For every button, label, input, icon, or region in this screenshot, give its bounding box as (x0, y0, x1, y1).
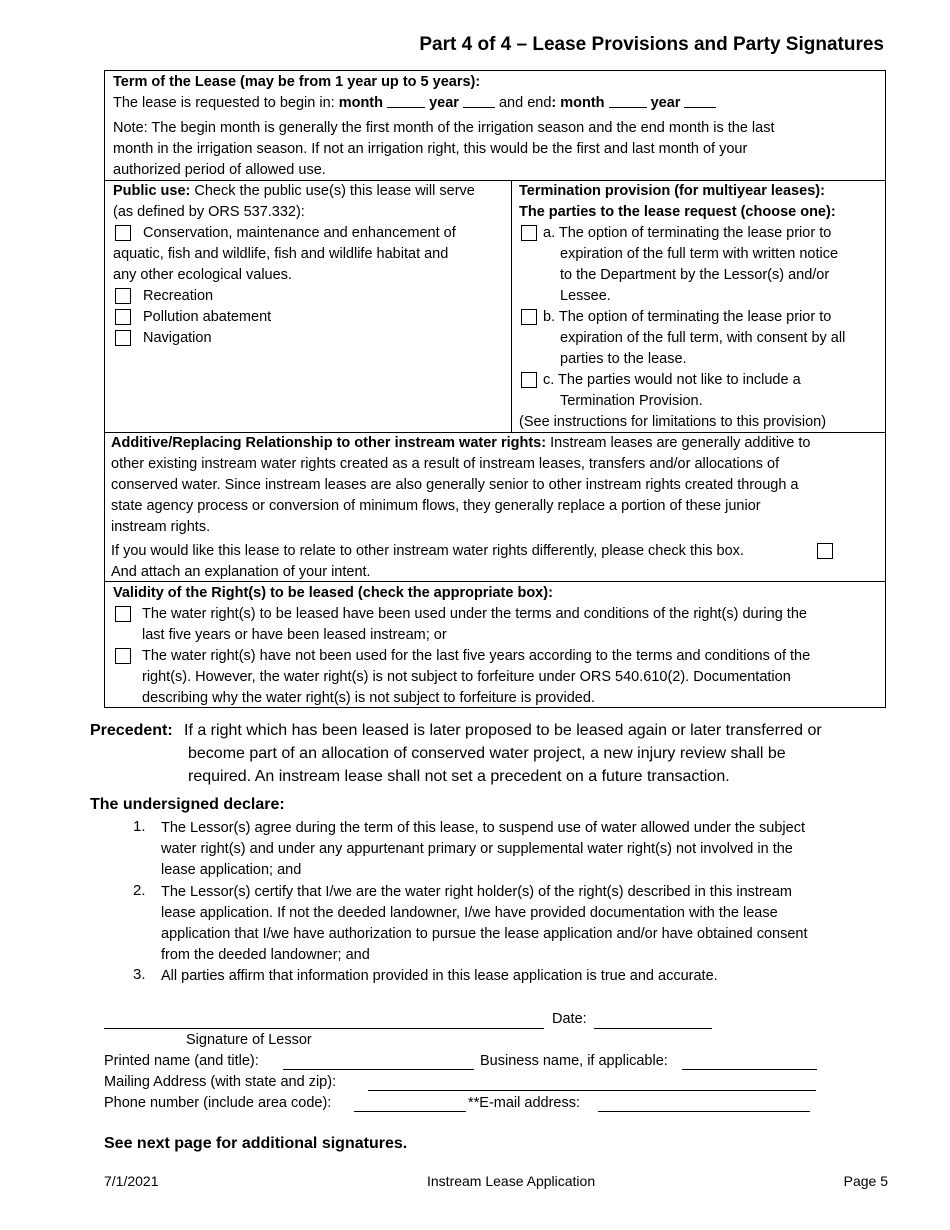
lessor-signature-field[interactable] (104, 1014, 544, 1029)
public-use-intro (113, 181, 475, 202)
declare-item-line: application that I/we have authorization to pursue the lease application and/or have obtained consent (161, 926, 808, 942)
termination-option-a-checkbox[interactable] (521, 225, 537, 241)
termination-option-a-label: Lessee. (560, 288, 611, 304)
mailing-address-field[interactable] (368, 1076, 816, 1091)
validity-not-used-label: right(s). However, the water right(s) is not subject to forfeiture under ORS 540.610(2). Documentation (142, 669, 791, 685)
termination-footnote: (See instructions for limitations to this provision) (519, 414, 827, 430)
declare-item-number: 2. (133, 882, 146, 899)
email-field[interactable] (598, 1097, 810, 1112)
begin-year-field[interactable] (463, 93, 495, 108)
validity-not-used-checkbox[interactable] (115, 648, 131, 664)
additive-different-checkbox[interactable] (817, 543, 833, 559)
column-divider (511, 181, 512, 433)
next-page-note: See next page for additional signatures. (104, 1135, 408, 1152)
termination-subtitle: The parties to the lease request (choose one): (519, 204, 836, 220)
business-name-label: Business name, if applicable: (480, 1053, 668, 1069)
pollution-checkbox[interactable] (115, 309, 131, 325)
validity-used-label: The water right(s) to be leased have been used under the terms and conditions of the right(s) during the (142, 606, 807, 622)
precedent-text-line: If a right which has been leased is later proposed to be leased again or later transferred or (184, 722, 822, 739)
termination-option-a-label: to the Department by the Lessor(s) and/or (560, 267, 830, 283)
termination-option-c-label: Termination Provision. (560, 393, 703, 409)
declare-title: The undersigned declare: (90, 796, 285, 813)
pollution-label: Pollution abatement (143, 309, 272, 325)
additive-text-line: other existing instream water rights created as a result of instream leases, transfers and/or allocations of (111, 456, 780, 472)
conservation-checkbox[interactable] (115, 225, 131, 241)
end-text: and end (498, 95, 552, 111)
precedent-text-line: required. An instream lease shall not set a precedent on a future transaction. (188, 768, 730, 785)
begin-month-field[interactable] (387, 93, 425, 108)
additive-title: Additive/Replacing Relationship to other instream water rights: (111, 435, 547, 451)
termination-option-a-label: a. The option of terminating the lease prior to (543, 225, 832, 241)
declare-item-line: lease application. If not the deeded landowner, I/we have provided documentation with the lease (161, 905, 778, 921)
end-year-field[interactable] (684, 93, 716, 108)
footer-title: Instream Lease Application (427, 1173, 596, 1189)
additive-text-line: instream rights. (111, 519, 211, 535)
lease-provisions-table (104, 70, 886, 708)
begin-year-label: year (429, 95, 459, 111)
conservation-label: any other ecological values. (113, 267, 292, 283)
validity-used-label: last five years or have been leased instream; or (142, 627, 447, 643)
validity-not-used-label: describing why the water right(s) is not subject to forfeiture is provided. (142, 690, 595, 706)
end-month-label: : month (551, 95, 605, 111)
declare-item-line: All parties affirm that information provided in this lease application is true and accurate. (161, 968, 718, 984)
validity-title: Validity of the Right(s) to be leased (check the appropriate box): (113, 585, 553, 601)
termination-option-a-label: expiration of the full term with written notice (560, 246, 839, 262)
declare-item-line: The Lessor(s) certify that I/we are the water right holder(s) of the right(s) described in this instream (161, 884, 792, 900)
end-year-label: year (650, 95, 681, 111)
validity-not-used-label: The water right(s) have not been used for the last five years according to the terms and conditions of the (142, 648, 811, 664)
termination-option-b-label: expiration of the full term, with consent by all (560, 330, 846, 346)
mailing-address-label: Mailing Address (with state and zip): (104, 1074, 337, 1090)
page-heading: Part 4 of 4 – Lease Provisions and Party Signatures (419, 34, 884, 55)
precedent-label: Precedent: (90, 722, 173, 739)
declare-item-number: 3. (133, 966, 146, 983)
phone-label: Phone number (include area code): (104, 1095, 332, 1111)
begin-month-label: month (338, 95, 383, 111)
termination-option-b-label: b. The option of terminating the lease prior to (543, 309, 832, 325)
declare-item-line: lease application; and (161, 862, 302, 878)
termination-option-c-checkbox[interactable] (521, 372, 537, 388)
termination-option-b-checkbox[interactable] (521, 309, 537, 325)
term-note-line: Note: The begin month is generally the first month of the irrigation season and the end month is the last (113, 120, 775, 136)
printed-name-field[interactable] (283, 1055, 474, 1070)
recreation-label: Recreation (143, 288, 214, 304)
footer-page-number: Page 5 (843, 1173, 888, 1189)
term-title: Term of the Lease (may be from 1 year up to 5 years): (113, 74, 481, 90)
date-field[interactable] (594, 1014, 712, 1029)
termination-option-b-label: parties to the lease. (560, 351, 687, 367)
date-label: Date: (552, 1011, 587, 1027)
public-use-intro-rest: Check the public use(s) this lease will serve (190, 183, 475, 199)
additive-intro-rest: Instream leases are generally additive to (546, 435, 811, 451)
declare-item-line: from the deeded landowner; and (161, 947, 370, 963)
signature-caption: Signature of Lessor (186, 1032, 312, 1048)
business-name-field[interactable] (682, 1055, 817, 1070)
public-use-title: Public use: (113, 183, 191, 199)
recreation-checkbox[interactable] (115, 288, 131, 304)
precedent-text-line: become part of an allocation of conserved water project, a new injury review shall be (188, 745, 786, 762)
printed-name-label: Printed name (and title): (104, 1053, 259, 1069)
phone-field[interactable] (354, 1097, 466, 1112)
additive-attach-text: And attach an explanation of your intent. (111, 564, 371, 580)
email-label: **E-mail address: (468, 1095, 581, 1111)
term-note-line: authorized period of allowed use. (113, 162, 326, 178)
public-use-intro-line2: (as defined by ORS 537.332): (113, 204, 305, 220)
declare-item-line: water right(s) and under any appurtenant primary or supplemental water right(s) not involved in the (161, 841, 793, 857)
termination-title: Termination provision (for multiyear leases): (519, 183, 825, 199)
navigation-checkbox[interactable] (115, 330, 131, 346)
additive-check-text: If you would like this lease to relate to other instream water rights differently, please check this box. (111, 543, 744, 559)
term-dates-row (113, 93, 716, 114)
begin-text: The lease is requested to begin in: (113, 95, 335, 111)
end-month-field[interactable] (609, 93, 647, 108)
footer-date: 7/1/2021 (104, 1173, 159, 1189)
declare-item-line: The Lessor(s) agree during the term of this lease, to suspend use of water allowed under the subject (161, 820, 805, 836)
termination-option-c-label: c. The parties would not like to include a (543, 372, 801, 388)
additive-intro (111, 433, 810, 454)
declare-item-number: 1. (133, 818, 146, 835)
validity-used-checkbox[interactable] (115, 606, 131, 622)
conservation-label: aquatic, fish and wildlife, fish and wildlife habitat and (113, 246, 449, 262)
additive-text-line: conserved water. Since instream leases are also generally senior to other instream rights created through a (111, 477, 799, 493)
conservation-label: Conservation, maintenance and enhancement of (143, 225, 456, 241)
navigation-label: Navigation (143, 330, 212, 346)
term-note-line: month in the irrigation season. If not an irrigation right, this would be the first and last month of your (113, 141, 748, 157)
additive-text-line: state agency process or conversion of minimum flows, they generally replace a portion of these junior (111, 498, 761, 514)
